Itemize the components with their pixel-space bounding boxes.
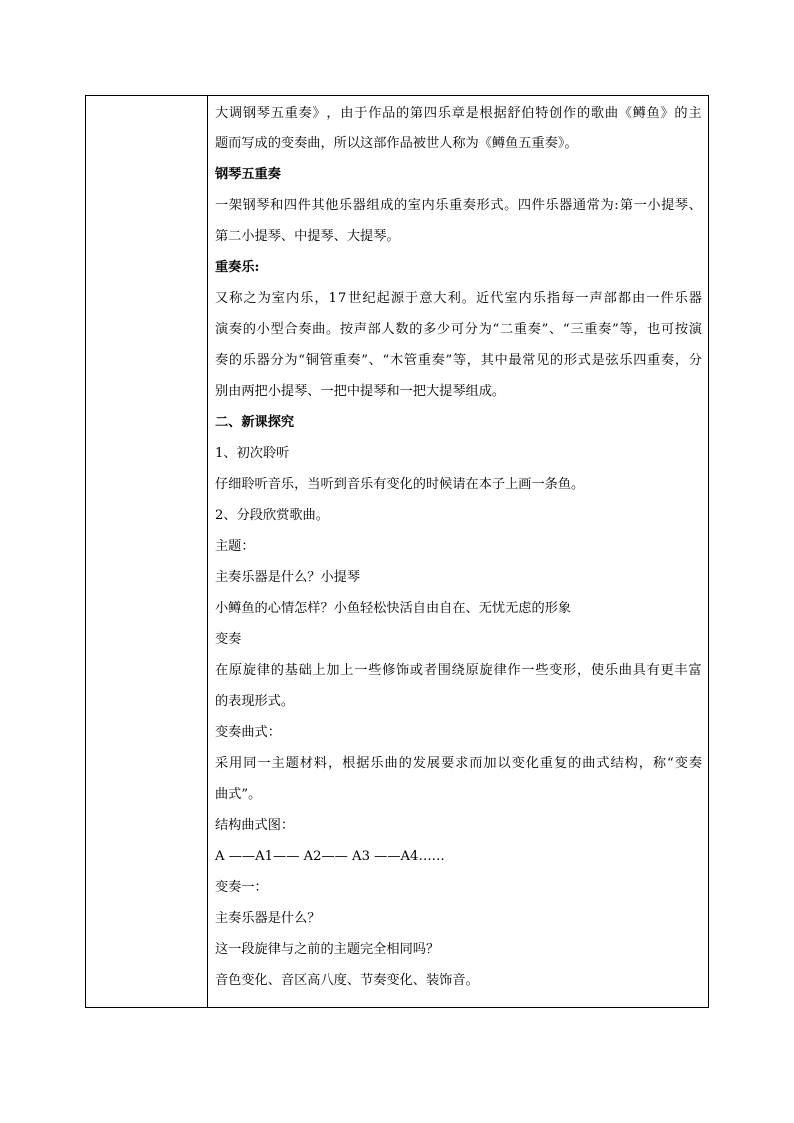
text-line: 的表现形式。 [215, 694, 295, 709]
text-line: 大 调 钢 琴 五 重 奏 》 ， 由 于 作 品 的 第 四 乐 章 是 根 据 舒 伯 特 创 作 的 歌 曲 《 鳟 鱼 》 的 主 [215, 106, 702, 121]
section-heading: 重奏乐: [215, 260, 260, 275]
structure-diagram-line: A ——A1—— A2—— A3 ——A4…… [215, 849, 445, 864]
text-line: 演 奏 的 小 型 合 奏 曲 。 按 声 部 人 数 的 多 少 可 分 为 “ 二 重 奏 ” 、 “ 三 重 奏 ” 等 ， 也 可 按 演 [215, 322, 702, 337]
text-line: 结构曲式图： [215, 818, 295, 833]
text-line: 小鳟鱼的心情怎样？小鱼轻松快活自由自在、无忧无虑的形象 [215, 601, 572, 616]
text-line: 变奏曲式： [215, 725, 281, 740]
section-heading: 二、新课探究 [215, 415, 295, 430]
text-line: 别由两把小提琴、一把中提琴和一把大提琴组成。 [215, 384, 506, 399]
text-line: 一 架 钢 琴 和 四 件 其 他 乐 器 组 成 的 室 内 乐 重 奏 形 式 。 四 件 乐 器 通 常 为 : 第 一 小 提 琴 、 [215, 198, 702, 213]
text-line: 这一段旋律与之前的主题完全相同吗？ [215, 942, 440, 957]
text-line: 曲式”。 [215, 787, 262, 802]
section-heading: 钢琴五重奏 [215, 167, 281, 182]
text-line: 变奏一： [215, 880, 268, 895]
text-line: 主题： [215, 539, 255, 554]
text-line: 奏 的 乐 器 分 为 “ 铜 管 重 奏 ” 、 “ 木 管 重 奏 ” 等 ， 其 中 最 常 见 的 形 式 是 弦 乐 四 重 奏 ， 分 [215, 353, 702, 368]
text-line: 第二小提琴、中提琴、大提琴。 [215, 229, 400, 244]
column-divider [207, 96, 208, 1007]
text-line: 音色变化、音区高八度、节奏变化、装饰音。 [215, 973, 479, 988]
text-line: 变奏 [215, 632, 242, 647]
text-line: 采 用 同 一 主 题 材 料 ， 根 据 乐 曲 的 发 展 要 求 而 加 以 变 化 重 复 的 曲 式 结 构 ， 称 “ 变 奏 [215, 756, 702, 771]
text-line: 在 原 旋 律 的 基 础 上 加 上 一 些 修 饰 或 者 围 绕 原 旋 律 作 一 些 变 形 ， 使 乐 曲 具 有 更 丰 富 [215, 663, 702, 678]
text-line: 主奏乐器是什么？小提琴 [215, 570, 361, 585]
text-line: 题而写成的变奏曲，所以这部作品被世人称为《鳟鱼五重奏》。 [215, 136, 578, 151]
text-line: 又 称 之 为 室 内 乐 ， 1 7 世 纪 起 源 于 意 大 利 。 近 代 室 内 乐 指 每 一 声 部 都 由 一 件 乐 器 [215, 291, 702, 306]
text-line: 2、分段欣赏歌曲。 [215, 508, 329, 523]
document-table [85, 95, 709, 1008]
text-line: 主奏乐器是什么？ [215, 911, 321, 926]
text-line: 仔细聆听音乐，当听到音乐有变化的时候请在本子上画一条鱼。 [215, 477, 585, 492]
text-line: 1、初次聆听 [215, 446, 290, 461]
